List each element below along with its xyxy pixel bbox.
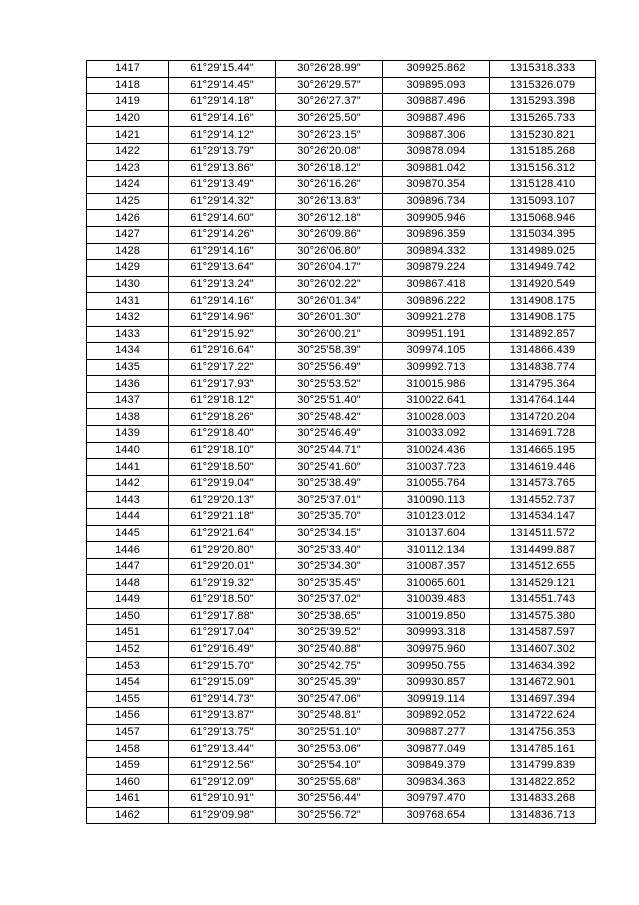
x-coordinate-cell: 309895.093 [383,77,490,94]
x-coordinate-cell: 309867.418 [383,276,490,293]
latitude-cell: 61°29'15.09" [169,674,276,691]
longitude-cell: 30°25'41.60" [276,459,383,476]
table-row [87,309,596,326]
y-coordinate-cell: 1314949.742 [490,260,596,277]
table-row [87,260,596,277]
longitude-cell: 30°26'13.83" [276,193,383,210]
latitude-cell: 61°29'13.64" [169,260,276,277]
table-row [87,509,596,526]
point-number-cell: 1461 [87,791,169,808]
longitude-cell: 30°26'06.80" [276,243,383,260]
point-number-cell: 1433 [87,326,169,343]
longitude-cell: 30°25'51.10" [276,724,383,741]
point-number-cell: 1426 [87,210,169,227]
point-number-cell: 1454 [87,674,169,691]
table-row [87,525,596,542]
table-row [87,177,596,194]
longitude-cell: 30°26'23.15" [276,127,383,144]
point-number-cell: 1445 [87,525,169,542]
x-coordinate-cell: 310037.723 [383,459,490,476]
y-coordinate-cell: 1315230.821 [490,127,596,144]
longitude-cell: 30°25'47.06" [276,691,383,708]
table-row [87,409,596,426]
longitude-cell: 30°26'16.26" [276,177,383,194]
latitude-cell: 61°29'21.64" [169,525,276,542]
longitude-cell: 30°25'42.75" [276,658,383,675]
y-coordinate-cell: 1314989.025 [490,243,596,260]
x-coordinate-cell: 309887.306 [383,127,490,144]
y-coordinate-cell: 1314720.204 [490,409,596,426]
latitude-cell: 61°29'14.73" [169,691,276,708]
longitude-cell: 30°26'28.99" [276,61,383,78]
table-row [87,193,596,210]
table-row [87,691,596,708]
longitude-cell: 30°26'29.57" [276,77,383,94]
x-coordinate-cell: 310024.436 [383,442,490,459]
longitude-cell: 30°25'55.68" [276,774,383,791]
x-coordinate-cell: 310055.764 [383,475,490,492]
table-row [87,77,596,94]
table-row [87,708,596,725]
longitude-cell: 30°25'56.44" [276,791,383,808]
y-coordinate-cell: 1314795.364 [490,376,596,393]
y-coordinate-cell: 1314634.392 [490,658,596,675]
y-coordinate-cell: 1314573.765 [490,475,596,492]
point-number-cell: 1446 [87,542,169,559]
longitude-cell: 30°26'18.12" [276,160,383,177]
x-coordinate-cell: 309878.094 [383,143,490,160]
x-coordinate-cell: 309925.862 [383,61,490,78]
point-number-cell: 1431 [87,293,169,310]
coordinates-table [86,60,596,824]
longitude-cell: 30°25'54.10" [276,757,383,774]
latitude-cell: 61°29'18.10" [169,442,276,459]
table-row [87,791,596,808]
x-coordinate-cell: 309768.654 [383,807,490,824]
y-coordinate-cell: 1315156.312 [490,160,596,177]
latitude-cell: 61°29'14.16" [169,293,276,310]
longitude-cell: 30°25'48.81" [276,708,383,725]
point-number-cell: 1430 [87,276,169,293]
point-number-cell: 1436 [87,376,169,393]
y-coordinate-cell: 1314799.839 [490,757,596,774]
x-coordinate-cell: 309930.857 [383,674,490,691]
point-number-cell: 1427 [87,226,169,243]
y-coordinate-cell: 1314722.624 [490,708,596,725]
longitude-cell: 30°26'12.18" [276,210,383,227]
y-coordinate-cell: 1315293.398 [490,94,596,111]
latitude-cell: 61°29'09.98" [169,807,276,824]
point-number-cell: 1444 [87,509,169,526]
table-row [87,608,596,625]
y-coordinate-cell: 1314838.774 [490,359,596,376]
point-number-cell: 1428 [87,243,169,260]
y-coordinate-cell: 1314920.549 [490,276,596,293]
y-coordinate-cell: 1314587.597 [490,625,596,642]
x-coordinate-cell: 309879.224 [383,260,490,277]
point-number-cell: 1440 [87,442,169,459]
latitude-cell: 61°29'19.04" [169,475,276,492]
latitude-cell: 61°29'14.60" [169,210,276,227]
x-coordinate-cell: 309921.278 [383,309,490,326]
longitude-cell: 30°26'01.30" [276,309,383,326]
table-row [87,658,596,675]
longitude-cell: 30°25'35.45" [276,575,383,592]
y-coordinate-cell: 1314785.161 [490,741,596,758]
longitude-cell: 30°26'00.21" [276,326,383,343]
table-row [87,426,596,443]
table-row [87,475,596,492]
point-number-cell: 1451 [87,625,169,642]
x-coordinate-cell: 309894.332 [383,243,490,260]
longitude-cell: 30°25'53.06" [276,741,383,758]
table-row [87,442,596,459]
table-row [87,343,596,360]
longitude-cell: 30°25'48.42" [276,409,383,426]
y-coordinate-cell: 1314892.857 [490,326,596,343]
latitude-cell: 61°29'20.01" [169,558,276,575]
latitude-cell: 61°29'16.49" [169,641,276,658]
y-coordinate-cell: 1315034.395 [490,226,596,243]
point-number-cell: 1460 [87,774,169,791]
point-number-cell: 1417 [87,61,169,78]
point-number-cell: 1437 [87,392,169,409]
y-coordinate-cell: 1315128.410 [490,177,596,194]
table-row [87,226,596,243]
latitude-cell: 61°29'20.13" [169,492,276,509]
latitude-cell: 61°29'16.64" [169,343,276,360]
table-row [87,359,596,376]
table-row [87,674,596,691]
x-coordinate-cell: 309919.114 [383,691,490,708]
point-number-cell: 1423 [87,160,169,177]
latitude-cell: 61°29'17.93" [169,376,276,393]
table-row [87,542,596,559]
table-row [87,741,596,758]
table-row [87,724,596,741]
y-coordinate-cell: 1315326.079 [490,77,596,94]
latitude-cell: 61°29'17.04" [169,625,276,642]
x-coordinate-cell: 310090.113 [383,492,490,509]
y-coordinate-cell: 1314534.147 [490,509,596,526]
table-row [87,127,596,144]
longitude-cell: 30°25'51.40" [276,392,383,409]
longitude-cell: 30°25'38.49" [276,475,383,492]
x-coordinate-cell: 309896.222 [383,293,490,310]
x-coordinate-cell: 309974.105 [383,343,490,360]
y-coordinate-cell: 1314836.713 [490,807,596,824]
table-row [87,807,596,824]
latitude-cell: 61°29'14.32" [169,193,276,210]
longitude-cell: 30°26'04.17" [276,260,383,277]
y-coordinate-cell: 1314499.887 [490,542,596,559]
longitude-cell: 30°25'44.71" [276,442,383,459]
point-number-cell: 1456 [87,708,169,725]
y-coordinate-cell: 1314833.268 [490,791,596,808]
y-coordinate-cell: 1315265.733 [490,110,596,127]
point-number-cell: 1435 [87,359,169,376]
longitude-cell: 30°26'02.22" [276,276,383,293]
longitude-cell: 30°26'20.08" [276,143,383,160]
point-number-cell: 1418 [87,77,169,94]
point-number-cell: 1441 [87,459,169,476]
x-coordinate-cell: 310087.357 [383,558,490,575]
longitude-cell: 30°25'34.30" [276,558,383,575]
table-row [87,326,596,343]
x-coordinate-cell: 309892.052 [383,708,490,725]
x-coordinate-cell: 310022.641 [383,392,490,409]
table-row [87,243,596,260]
y-coordinate-cell: 1314575.380 [490,608,596,625]
table-row [87,774,596,791]
y-coordinate-cell: 1314512.655 [490,558,596,575]
latitude-cell: 61°29'13.44" [169,741,276,758]
table-row [87,575,596,592]
point-number-cell: 1422 [87,143,169,160]
latitude-cell: 61°29'18.26" [169,409,276,426]
latitude-cell: 61°29'14.18" [169,94,276,111]
latitude-cell: 61°29'14.45" [169,77,276,94]
longitude-cell: 30°25'40.88" [276,641,383,658]
point-number-cell: 1425 [87,193,169,210]
longitude-cell: 30°26'09.86" [276,226,383,243]
point-number-cell: 1438 [87,409,169,426]
point-number-cell: 1442 [87,475,169,492]
point-number-cell: 1453 [87,658,169,675]
table-row [87,459,596,476]
longitude-cell: 30°25'56.49" [276,359,383,376]
y-coordinate-cell: 1314665.195 [490,442,596,459]
table-row [87,210,596,227]
y-coordinate-cell: 1314607.302 [490,641,596,658]
latitude-cell: 61°29'17.88" [169,608,276,625]
y-coordinate-cell: 1315068.946 [490,210,596,227]
latitude-cell: 61°29'15.92" [169,326,276,343]
x-coordinate-cell: 310019.850 [383,608,490,625]
longitude-cell: 30°25'34.15" [276,525,383,542]
longitude-cell: 30°25'39.52" [276,625,383,642]
y-coordinate-cell: 1314552.737 [490,492,596,509]
longitude-cell: 30°26'25.50" [276,110,383,127]
y-coordinate-cell: 1314551.743 [490,592,596,609]
point-number-cell: 1459 [87,757,169,774]
y-coordinate-cell: 1314822.852 [490,774,596,791]
x-coordinate-cell: 310123.012 [383,509,490,526]
x-coordinate-cell: 310112.134 [383,542,490,559]
y-coordinate-cell: 1314866.439 [490,343,596,360]
x-coordinate-cell: 310137.604 [383,525,490,542]
latitude-cell: 61°29'14.96" [169,309,276,326]
x-coordinate-cell: 309951.191 [383,326,490,343]
table-row [87,376,596,393]
point-number-cell: 1419 [87,94,169,111]
table-row [87,641,596,658]
table-row [87,61,596,78]
longitude-cell: 30°25'53.52" [276,376,383,393]
y-coordinate-cell: 1314764.144 [490,392,596,409]
longitude-cell: 30°25'37.01" [276,492,383,509]
latitude-cell: 61°29'17.22" [169,359,276,376]
x-coordinate-cell: 309992.713 [383,359,490,376]
table-row [87,293,596,310]
x-coordinate-cell: 309797.470 [383,791,490,808]
table-row [87,757,596,774]
x-coordinate-cell: 309887.277 [383,724,490,741]
table-row [87,492,596,509]
x-coordinate-cell: 310065.601 [383,575,490,592]
x-coordinate-cell: 309834.363 [383,774,490,791]
point-number-cell: 1448 [87,575,169,592]
point-number-cell: 1452 [87,641,169,658]
longitude-cell: 30°25'35.70" [276,509,383,526]
y-coordinate-cell: 1314756.353 [490,724,596,741]
point-number-cell: 1457 [87,724,169,741]
latitude-cell: 61°29'13.86" [169,160,276,177]
table-row [87,276,596,293]
latitude-cell: 61°29'13.75" [169,724,276,741]
x-coordinate-cell: 309881.042 [383,160,490,177]
y-coordinate-cell: 1314697.394 [490,691,596,708]
latitude-cell: 61°29'14.16" [169,243,276,260]
y-coordinate-cell: 1315318.333 [490,61,596,78]
longitude-cell: 30°25'58.39" [276,343,383,360]
x-coordinate-cell: 309975.960 [383,641,490,658]
x-coordinate-cell: 309877.049 [383,741,490,758]
latitude-cell: 61°29'19.32" [169,575,276,592]
x-coordinate-cell: 309905.946 [383,210,490,227]
point-number-cell: 1424 [87,177,169,194]
x-coordinate-cell: 310028.003 [383,409,490,426]
table-row [87,143,596,160]
latitude-cell: 61°29'18.40" [169,426,276,443]
longitude-cell: 30°25'37.02" [276,592,383,609]
table-row [87,625,596,642]
latitude-cell: 61°29'15.44" [169,61,276,78]
table-row [87,160,596,177]
latitude-cell: 61°29'14.12" [169,127,276,144]
point-number-cell: 1458 [87,741,169,758]
x-coordinate-cell: 309950.755 [383,658,490,675]
x-coordinate-cell: 310039.483 [383,592,490,609]
x-coordinate-cell: 309849.379 [383,757,490,774]
x-coordinate-cell: 309896.734 [383,193,490,210]
latitude-cell: 61°29'14.16" [169,110,276,127]
x-coordinate-cell: 310015.986 [383,376,490,393]
y-coordinate-cell: 1314672.901 [490,674,596,691]
latitude-cell: 61°29'12.09" [169,774,276,791]
y-coordinate-cell: 1314529.121 [490,575,596,592]
y-coordinate-cell: 1315185.268 [490,143,596,160]
longitude-cell: 30°26'01.34" [276,293,383,310]
x-coordinate-cell: 309896.359 [383,226,490,243]
y-coordinate-cell: 1314511.572 [490,525,596,542]
latitude-cell: 61°29'13.24" [169,276,276,293]
point-number-cell: 1443 [87,492,169,509]
latitude-cell: 61°29'21.18" [169,509,276,526]
point-number-cell: 1439 [87,426,169,443]
latitude-cell: 61°29'12.56" [169,757,276,774]
table-row [87,94,596,111]
latitude-cell: 61°29'15.70" [169,658,276,675]
longitude-cell: 30°25'33.40" [276,542,383,559]
longitude-cell: 30°26'27.37" [276,94,383,111]
latitude-cell: 61°29'13.79" [169,143,276,160]
point-number-cell: 1420 [87,110,169,127]
longitude-cell: 30°25'46.49" [276,426,383,443]
latitude-cell: 61°29'18.50" [169,592,276,609]
latitude-cell: 61°29'14.26" [169,226,276,243]
x-coordinate-cell: 309887.496 [383,110,490,127]
table-row [87,558,596,575]
y-coordinate-cell: 1314908.175 [490,309,596,326]
y-coordinate-cell: 1314619.446 [490,459,596,476]
y-coordinate-cell: 1314908.175 [490,293,596,310]
x-coordinate-cell: 309887.496 [383,94,490,111]
point-number-cell: 1447 [87,558,169,575]
latitude-cell: 61°29'13.49" [169,177,276,194]
point-number-cell: 1455 [87,691,169,708]
point-number-cell: 1421 [87,127,169,144]
latitude-cell: 61°29'10.91" [169,791,276,808]
x-coordinate-cell: 310033.092 [383,426,490,443]
latitude-cell: 61°29'18.50" [169,459,276,476]
x-coordinate-cell: 309993.318 [383,625,490,642]
point-number-cell: 1462 [87,807,169,824]
table-row [87,392,596,409]
point-number-cell: 1432 [87,309,169,326]
point-number-cell: 1450 [87,608,169,625]
longitude-cell: 30°25'38.65" [276,608,383,625]
latitude-cell: 61°29'13.87" [169,708,276,725]
longitude-cell: 30°25'45.39" [276,674,383,691]
x-coordinate-cell: 309870.354 [383,177,490,194]
point-number-cell: 1434 [87,343,169,360]
y-coordinate-cell: 1314691.728 [490,426,596,443]
coordinates-table-body [87,61,596,824]
latitude-cell: 61°29'20.80" [169,542,276,559]
point-number-cell: 1449 [87,592,169,609]
longitude-cell: 30°25'56.72" [276,807,383,824]
table-row [87,592,596,609]
latitude-cell: 61°29'18.12" [169,392,276,409]
y-coordinate-cell: 1315093.107 [490,193,596,210]
point-number-cell: 1429 [87,260,169,277]
table-row [87,110,596,127]
